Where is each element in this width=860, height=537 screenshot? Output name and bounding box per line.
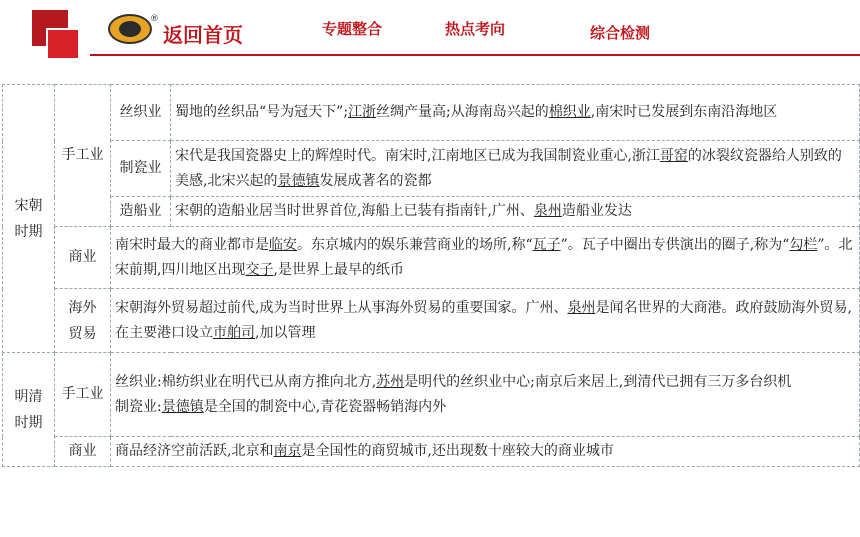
- table-row: [3, 197, 860, 227]
- decor-square-red: [48, 30, 78, 58]
- period-label: 宋朝时期: [14, 197, 43, 240]
- subcategory-cell: 丝织业: [111, 85, 171, 141]
- table-row: [3, 437, 860, 467]
- home-link[interactable]: 返回首页: [163, 23, 243, 47]
- category-cell: 手工业: [55, 85, 111, 227]
- nav-topic-summary[interactable]: 专题整合: [322, 20, 383, 38]
- table-row: [3, 85, 860, 141]
- content-cell: 南宋时最大的商业都市是临安。东京城内的娱乐兼营商业的场所,称“瓦子”。瓦子中圈出专供演出的圈子,称为“勾栏”。北宋前期,四川地区出现交子,是世界上最早的纸币: [111, 227, 860, 289]
- content-cell: 商品经济空前活跃,北京和南京是全国性的商贸城市,还出现数十座较大的商业城市: [111, 437, 860, 467]
- table-row: [3, 353, 860, 437]
- table-row: [3, 289, 860, 353]
- period-cell: [3, 85, 55, 353]
- publisher-logo-icon: [108, 14, 152, 44]
- subcategory-cell: 制瓷业: [111, 141, 171, 197]
- subcategory-cell: 造船业: [111, 197, 171, 227]
- nav-hot-topics[interactable]: 热点考向: [445, 20, 506, 38]
- table-row: [3, 227, 860, 289]
- category-cell: 手工业: [55, 353, 111, 437]
- category-cell: 商业: [55, 437, 111, 467]
- content-cell: 宋朝海外贸易超过前代,成为当时世界上从事海外贸易的重要国家。广州、泉州是闻名世界的大商港。政府鼓励海外贸易,在主要港口设立市舶司,加以管理: [111, 289, 860, 353]
- table-row: [3, 141, 860, 197]
- header-divider: [90, 54, 860, 56]
- economy-table: [2, 84, 860, 467]
- category-cell: 商业: [55, 227, 111, 289]
- nav-comprehensive-test[interactable]: 综合检测: [590, 24, 651, 42]
- header-bar: [0, 0, 860, 62]
- category-cell: 海外贸易: [55, 289, 111, 353]
- content-cell: 宋朝的造船业居当时世界首位,海船上已装有指南针,广州、泉州造船业发达: [171, 197, 860, 227]
- period-label: 明清时期: [14, 388, 43, 431]
- content-cell: 宋代是我国瓷器史上的辉煌时代。南宋时,江南地区已成为我国制瓷业重心,浙江哥窑的冰裂纹瓷器给人别致的美感,北宋兴起的景德镇发展成著名的瓷都: [171, 141, 860, 197]
- period-cell: [3, 353, 55, 467]
- content-cell: 蜀地的丝织品“号为冠天下”;江浙丝绸产量高;从海南岛兴起的棉织业,南宋时已发展到东南沿海地区: [171, 85, 860, 141]
- content-cell: 丝织业:棉纺织业在明代已从南方推向北方,苏州是明代的丝织业中心;南京后来居上,到清代已拥有三万多台织机 制瓷业:景德镇是全国的制瓷中心,青花瓷器畅销海内外: [111, 353, 860, 437]
- registered-mark-icon: ®: [150, 14, 159, 24]
